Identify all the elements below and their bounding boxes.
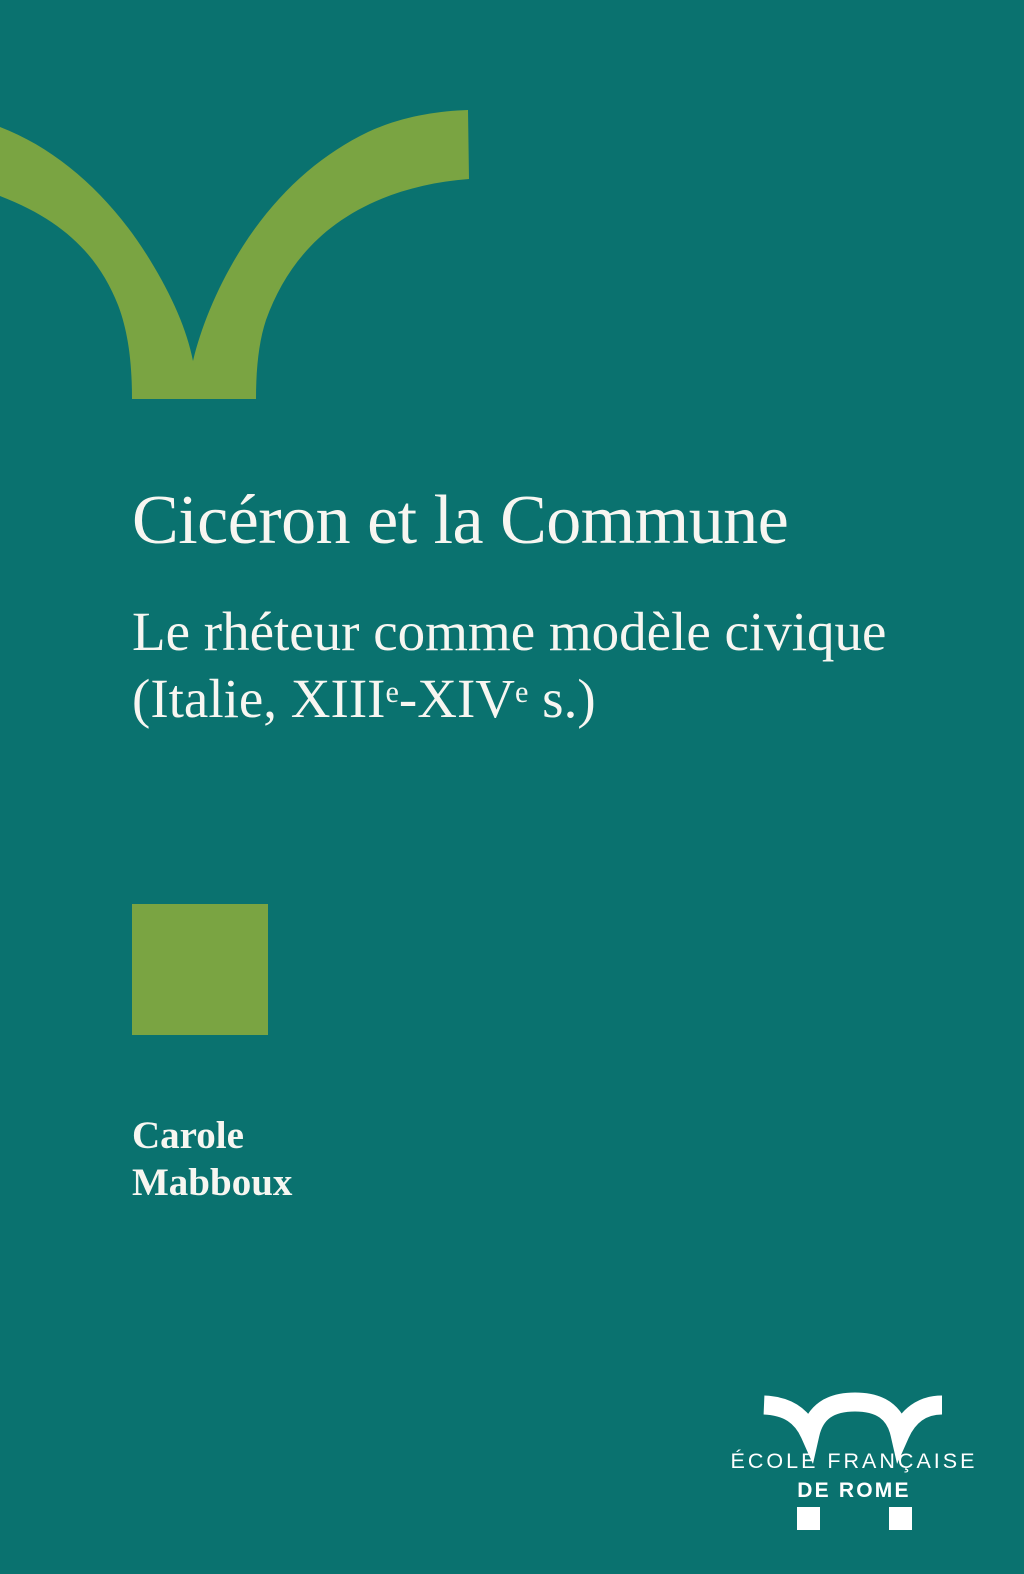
subtitle-line-1: Le rhéteur comme modèle civique [132,601,887,662]
book-title: Cicéron et la Commune [132,482,789,559]
accent-square [132,904,268,1035]
arch-curve-path [0,110,469,399]
subtitle-line2-part: (Italie, XIII [132,668,386,729]
publisher-name-line-2: DE ROME [797,1479,911,1502]
subtitle-line2-part: s.) [528,668,596,729]
efr-aqueduct-arches-icon [764,1402,942,1434]
publisher-name-line-1: ÉCOLE FRANÇAISE [730,1449,978,1473]
book-subtitle [132,598,886,732]
subtitle-line-2 [132,665,886,732]
superscript-e: e [385,674,399,709]
pillar-base-square-right [889,1507,912,1530]
author-last-name: Mabboux [132,1161,293,1204]
author-first-name: Carole [132,1114,244,1157]
subtitle-line2-part: -XIV [398,668,515,729]
author-name [132,1112,292,1206]
superscript-e: e [514,674,529,709]
arch-curve-shape [0,0,470,400]
efr-publisher-logo [730,1390,990,1540]
pillar-base-square-left [797,1507,820,1530]
